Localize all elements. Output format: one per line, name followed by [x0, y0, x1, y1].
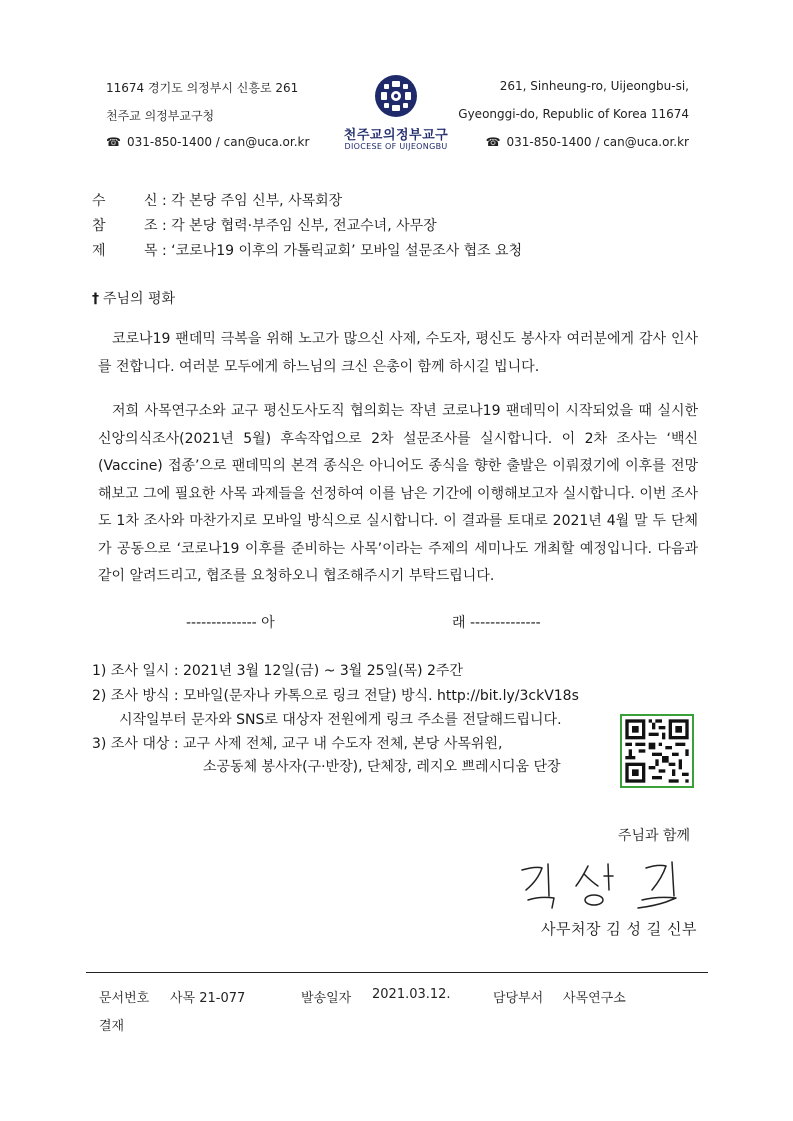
- diocese-logo: [374, 74, 418, 118]
- signature-icon: [518, 856, 698, 912]
- cross-icon: †: [92, 291, 99, 307]
- closing: 주님과 함께: [617, 828, 690, 844]
- recipient-value: : 각 본당 주임 신부, 사목회장: [162, 193, 343, 209]
- footer-doc-no-label: 문서번호: [99, 991, 150, 1006]
- header-contact-right-text: 031-850-1400 / can@uca.or.kr: [506, 135, 689, 149]
- divider-right: 래 --------------: [452, 615, 541, 631]
- recipient-label-a: 수: [92, 193, 106, 209]
- paragraph-survey: 저희 사목연구소와 교구 평신도사도직 협의회는 작년 코로나19 팬데믹이 시작되었을 때 실시한 신앙의식조사(2021년 5월) 후속작업으로 2차 설문조사를 실시합니다. 이 2차 조사는 ‘백신(Vaccine) 접종’으로 팬데믹의 본격 종식은 아니어도 종식을 향한 출발은 이뤄졌기에 이후를 전망해보고 그에 필요한 사목 과제들을 선정하여 이를 남은 기간에 이행해보고자 실시합니다. 이번 조사도 1차 조사와 마찬가지로 모바일 방식으로 실시합니다. 이 결과를 토대로 2021년 4월 말 두 단체가 공동으로 ‘코로나19 이후를 준비하는 사목’이라는 주제의 세미나도 개최할 예정입니다. 다음과 같이 알려드리고, 협조를 요청하오니 협조해주시기 부탁드립니다.: [98, 403, 698, 584]
- signer-name: 사무처장 김 성 길 신부: [541, 920, 697, 938]
- item-target: 3) 조사 대상 : 교구 사제 전체, 교구 내 수도자 전체, 본당 사목위원,: [92, 736, 503, 752]
- header-address-ko: 11674 경기도 의정부시 신흥로 261: [106, 81, 299, 95]
- footer-date: 2021.03.12.: [372, 987, 451, 1002]
- item-target-cont: 소공동체 봉사자(구·반장), 단체장, 레지오 쁘레시디움 단장: [203, 759, 561, 775]
- footer-dept-label: 담당부서: [493, 991, 544, 1006]
- diocese-emblem-icon: [374, 74, 418, 118]
- cc-label-a: 참: [92, 218, 106, 234]
- footer-doc-no: 사목 21-077: [170, 991, 246, 1006]
- subject-value: : ‘코로나19 이후의 가톨릭교회’ 모바일 설문조사 협조 요청: [162, 243, 523, 259]
- qr-code[interactable]: [620, 714, 694, 788]
- cc-value: : 각 본당 협력·부주임 신부, 전교수녀, 사무장: [162, 218, 437, 234]
- item-method-note: 시작일부터 문자와 SNS로 대상자 전원에게 링크 주소를 전달해드립니다.: [119, 712, 562, 728]
- recipient-label-b: 신: [144, 193, 158, 209]
- header-org-ko: 천주교 의정부교구청: [106, 109, 215, 123]
- paragraph-thanks: 코로나19 팬데믹 극복을 위해 노고가 많으신 사제, 수도자, 평신도 봉사자 여러분에게 감사 인사를 전합니다. 여러분 모두에게 하느님의 크신 은총이 함께 하시길 빕니다.: [98, 331, 698, 375]
- footer-dept: 사목연구소: [563, 991, 626, 1006]
- handwritten-signature: [518, 856, 698, 912]
- item-method: 2) 조사 방식 : 모바일(문자나 카톡으로 링크 전달) 방식. http://bit.ly/3ckV18s: [92, 688, 579, 704]
- greeting-text: 주님의 평화: [103, 291, 176, 307]
- header-contact-right: [486, 135, 689, 149]
- header-contact-left: [106, 135, 309, 149]
- subject-label-b: 목: [144, 243, 158, 259]
- diocese-name-ko: 천주교의정부교구: [343, 128, 449, 143]
- footer-divider: [86, 972, 708, 973]
- qr-code-icon: [622, 716, 692, 786]
- divider-left: -------------- 아: [186, 615, 275, 631]
- subject-label-a: 제: [92, 243, 106, 259]
- cc-label-b: 조: [144, 218, 158, 234]
- phone-icon: ☎: [485, 135, 501, 149]
- phone-icon: ☎: [106, 135, 121, 149]
- footer-approval-label: 결재: [99, 1019, 125, 1034]
- diocese-name-en: DIOCESE OF UIJEONGBU: [344, 142, 448, 151]
- header-address-en-2: Gyeonggi-do, Republic of Korea 11674: [458, 107, 689, 121]
- greeting: [92, 288, 175, 308]
- item-schedule: 1) 조사 일시 : 2021년 3월 12일(금) ~ 3월 25일(목) 2주간: [92, 663, 463, 679]
- footer-date-label: 발송일자: [301, 991, 352, 1006]
- header-address-en-1: 261, Sinheung-ro, Uijeongbu-si,: [499, 79, 689, 93]
- header-contact-left-text: 031-850-1400 / can@uca.or.kr: [126, 135, 310, 149]
